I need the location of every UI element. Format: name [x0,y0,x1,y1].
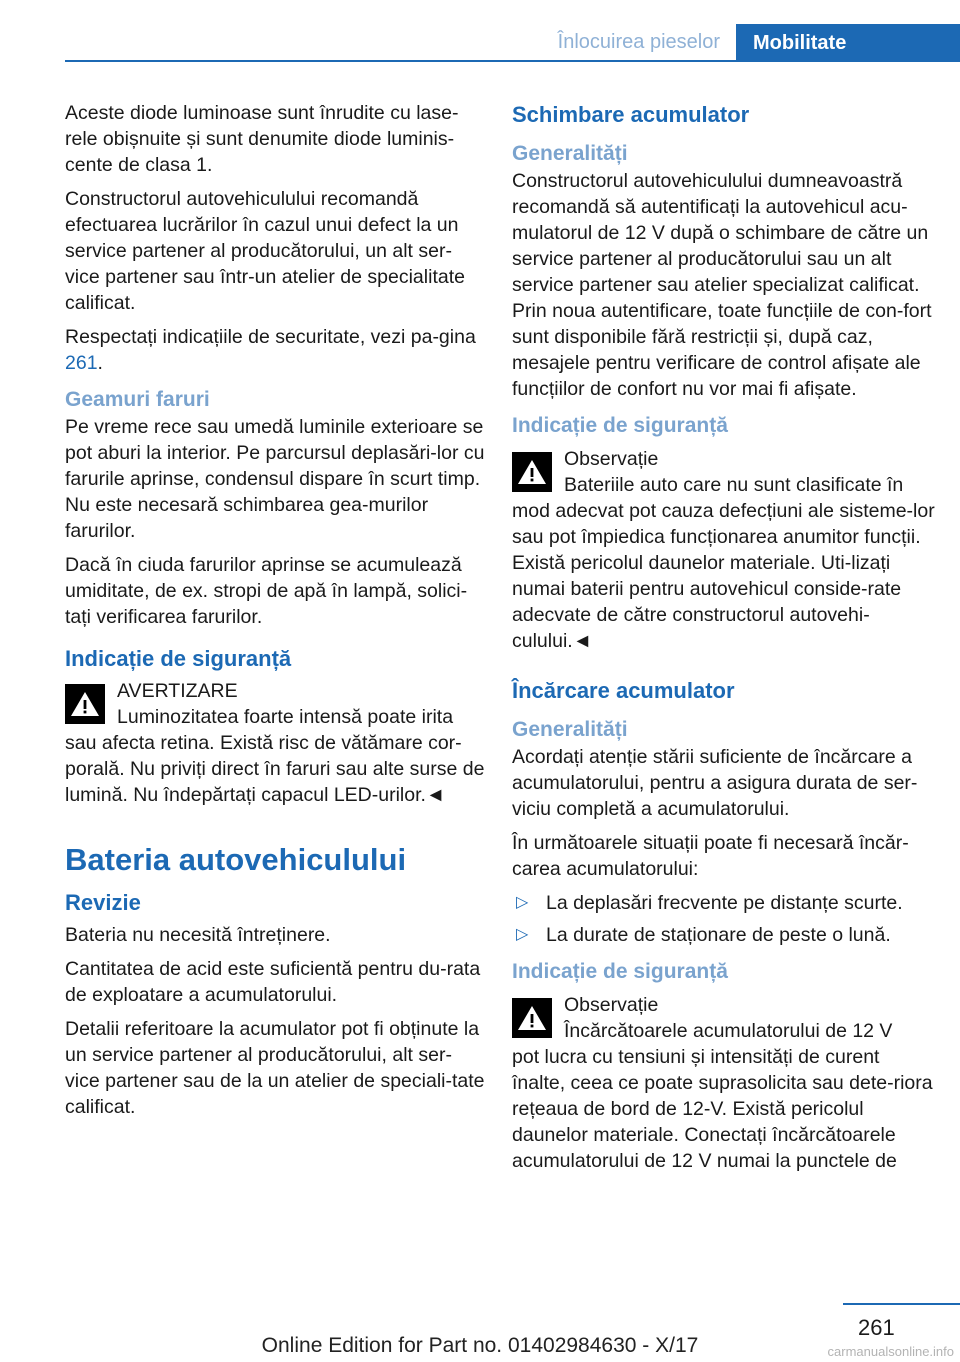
heading-bateria-autovehiculului: Bateria autovehiculului [65,842,407,877]
paragraph: Constructorul autovehiculului recomandă efectuarea lucrărilor în cazul unui defect la un service partener al producătorului, un alt ser-vice partener sau într-un atelier de specialitate calificat. [65,188,465,314]
header-section-title: Înlocuirea pieselor [557,31,720,53]
warning-block [512,446,937,654]
paragraph: Acordați atenție stării suficiente de încărcare a acumulatorului, pentru a asigura durata de ser-viciu completă a acumulatorului. [512,746,918,820]
list-item-text: La durate de staționare de peste o lună. [546,924,891,946]
warning-triangle-icon [65,684,105,724]
left-column [65,100,485,1128]
warning-text: pot lucra cu tensiuni și intensități de curent înalte, ceea ce poate suprasolicita sau dete-riora rețeaua de bord de 12-V. Există pericolul daunelor materiale. Conectați încărcătoarele acumulatorului de 12 V numai la punctele de [512,1046,933,1172]
paragraph: Cantitatea de acid este suficientă pentru du-rata de exploatare a acumulatorului. [65,958,481,1006]
heading-safety-note: Indicație de siguranță [65,646,292,671]
paragraph-with-page-ref [65,324,485,376]
heading-revizie: Revizie [65,890,141,915]
subheading-geamuri-faruri: Geamuri faruri [65,388,210,411]
paragraph: Dacă în ciuda farurilor aprinse se acumulează umiditate, de ex. stropi de apă în lampă, solici-tați verificarea farurilor. [65,554,468,628]
heading-incarcare-acumulator: Încărcare acumulator [512,678,735,703]
page-number: 261 [858,1315,895,1340]
warning-first-line: Bateriile auto care nu sunt clasificate în [564,474,904,496]
right-column [512,100,937,1182]
header-chapter-tab: Mobilitate [736,24,960,62]
warning-first-line: Luminozitatea foarte intensă poate irita [117,706,454,728]
bullet-list [512,890,937,948]
warning-label: AVERTIZARE [117,680,238,702]
heading-schimbare-acumulator: Schimbare acumulator [512,102,750,127]
edition-footer: Online Edition for Part no. 01402984630 - X/17 [261,1334,699,1357]
paragraph-text: Respectați indicațiile de securitate, vezi pa-gina [65,326,476,348]
subheading-generalitati: Generalități [512,718,628,741]
warning-text: mod adecvat pot cauza defecțiuni ale sisteme-lor sau pot împiedica funcționarea anumitor funcții. Există pericolul daunelor materiale. Uti-lizați numai baterii pentru autovehicul conside-rate adecvate de către constructorul autovehi-culului.◄ [512,500,935,652]
warning-block [65,678,485,808]
paragraph-end: . [97,352,103,374]
list-item [512,922,937,948]
page-reference-link[interactable]: 261 [65,352,98,374]
warning-triangle-icon [512,998,552,1038]
warning-block [512,992,937,1174]
warning-first-line: Încărcătoarele acumulatorului de 12 V [564,1020,893,1042]
warning-text: sau afecta retina. Există risc de vătămare cor-porală. Nu priviți direct în faruri sau alte surse de lumină. Nu îndepărtați capacul LED-urilor.◄ [65,732,485,806]
list-item [512,890,937,916]
warning-label: Observație [564,994,659,1016]
paragraph: Bateria nu necesită întreținere. [65,924,331,946]
paragraph: În următoarele situații poate fi necesară încăr-carea acumulatorului: [512,832,909,880]
subheading-generalitati: Generalități [512,142,628,165]
header-rule [65,60,960,62]
footer-rule [843,1303,960,1305]
warning-label: Observație [564,448,659,470]
subheading-safety-note: Indicație de siguranță [512,414,728,437]
paragraph: Aceste diode luminoase sunt înrudite cu lase-rele obișnuite și sunt denumite diode luminis-cente de clasa 1. [65,102,459,176]
warning-triangle-icon [512,452,552,492]
list-item-text: La deplasări frecvente pe distanțe scurte. [546,892,903,914]
watermark: carmanualsonline.info [827,1344,954,1359]
triangle-bullet-icon: ▷ [516,926,529,943]
paragraph: Detalii referitoare la acumulator pot fi obținute la un service partener al producătorului, alt ser-vice partener sau de la un atelier de speciali-tate calificat. [65,1018,485,1118]
triangle-bullet-icon: ▷ [516,894,529,911]
subheading-safety-note: Indicație de siguranță [512,960,728,983]
paragraph: Constructorul autovehiculului dumneavoastră recomandă să autentificați la autovehicul acu-mulatorul de 12 V după o schimbare de către un service partener al producătorului sau un alt service partener sau atelier specializat calificat. Prin noua autentificare, toate funcțiile de con-fort sunt disponibile fără restricții și, după caz, mesajele pentru verificare de control afișate ale funcțiilor de confort nu vor mai fi afișate. [512,170,932,400]
paragraph: Pe vreme rece sau umedă luminile exterioare se pot aburi la interior. Pe parcursul deplasări-lor cu farurile aprinse, condensul dispare în scurt timp. Nu este necesară schimbarea gea-murilor farurilor. [65,416,485,542]
